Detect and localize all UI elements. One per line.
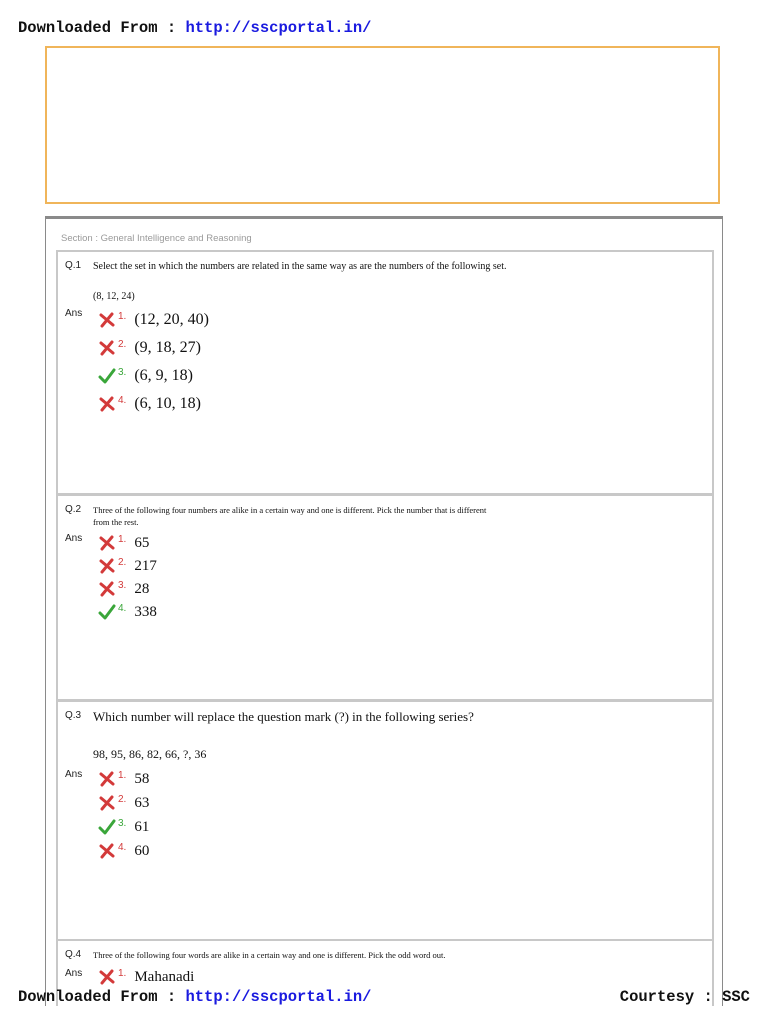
option-number: 2.: [118, 338, 127, 350]
question-card: [56, 494, 714, 701]
option-4: [98, 393, 201, 415]
download-source-header: [18, 19, 371, 37]
question-number: Q.4: [65, 949, 82, 960]
question-number: Q.2: [65, 504, 82, 515]
option-number: 1.: [118, 533, 127, 545]
option-number: 4.: [118, 602, 127, 614]
question-text-line-2: from the rest.: [93, 517, 139, 527]
option-number: 3.: [118, 579, 127, 591]
check-icon: [98, 604, 116, 620]
question-number: Q.1: [65, 260, 82, 271]
cross-icon: [98, 312, 116, 328]
option-text: 65: [134, 534, 150, 551]
option-number: 4.: [118, 841, 127, 853]
question-card: [56, 700, 714, 941]
ad-placeholder-box: [45, 46, 720, 204]
cross-icon: [98, 581, 116, 597]
option-3: [98, 816, 149, 838]
sheet-top-border: [46, 217, 722, 219]
option-text: (9, 18, 27): [134, 339, 201, 356]
question-text: Select the set in which the numbers are related in the same way as are the numbers of the following set.: [93, 261, 507, 272]
option-text: 217: [134, 557, 157, 574]
option-1: [98, 768, 149, 790]
option-number: 3.: [118, 817, 127, 829]
download-source-footer: [18, 988, 371, 1006]
check-icon: [98, 819, 116, 835]
option-number: 1.: [118, 967, 127, 979]
question-sheet: [45, 216, 723, 1006]
answer-label: Ans: [65, 968, 83, 979]
option-number: 4.: [118, 394, 127, 406]
option-number: 3.: [118, 366, 127, 378]
option-text: 63: [134, 794, 150, 811]
option-1: [98, 966, 194, 988]
option-text: 28: [134, 580, 150, 597]
answer-label: Ans: [65, 308, 83, 319]
option-text: Mahanadi: [134, 968, 195, 985]
option-text: (6, 10, 18): [134, 395, 201, 412]
option-number: 1.: [118, 769, 127, 781]
cross-icon: [98, 340, 116, 356]
option-3: [98, 365, 193, 387]
option-number: 1.: [118, 310, 127, 322]
cross-icon: [98, 795, 116, 811]
cross-icon: [98, 843, 116, 859]
option-text: 58: [134, 770, 150, 787]
option-text: 60: [134, 842, 150, 859]
option-3: [98, 578, 149, 600]
option-text: 61: [134, 818, 150, 835]
option-4: [98, 840, 149, 862]
option-number: 2.: [118, 556, 127, 568]
cross-icon: [98, 969, 116, 985]
question-text: Three of the following four words are alike in a certain way and one is different. Pick the odd word out.: [93, 950, 446, 960]
cross-icon: [98, 535, 116, 551]
option-number: 2.: [118, 793, 127, 805]
section-title: Section : General Intelligence and Reasoning: [61, 233, 252, 244]
courtesy-text: Courtesy : SSC: [619, 988, 750, 1006]
check-icon: [98, 368, 116, 384]
option-1: [98, 309, 209, 331]
question-detail: (8, 12, 24): [93, 291, 135, 302]
sscportal-link[interactable]: http://sscportal.in/: [185, 988, 372, 1006]
question-text-line-1: Three of the following four numbers are alike in a certain way and one is different. Pick the number that is different: [93, 505, 487, 515]
question-number: Q.3: [65, 710, 82, 721]
cross-icon: [98, 558, 116, 574]
answer-label: Ans: [65, 769, 83, 780]
question-text: Which number will replace the question mark (?) in the following series?: [93, 709, 474, 724]
sscportal-link[interactable]: http://sscportal.in/: [185, 19, 372, 37]
option-2: [98, 792, 149, 814]
cross-icon: [98, 396, 116, 412]
option-text: 338: [134, 603, 157, 620]
option-text: (6, 9, 18): [134, 367, 193, 384]
cross-icon: [98, 771, 116, 787]
option-4: [98, 601, 157, 623]
answer-label: Ans: [65, 533, 83, 544]
option-text: (12, 20, 40): [134, 311, 209, 328]
question-detail: 98, 95, 86, 82, 66, ?, 36: [93, 747, 207, 761]
option-2: [98, 555, 157, 577]
download-prefix: Downloaded From :: [18, 19, 186, 37]
download-prefix: Downloaded From :: [18, 988, 186, 1006]
option-1: [98, 532, 149, 554]
question-card: [56, 250, 714, 495]
option-2: [98, 337, 201, 359]
